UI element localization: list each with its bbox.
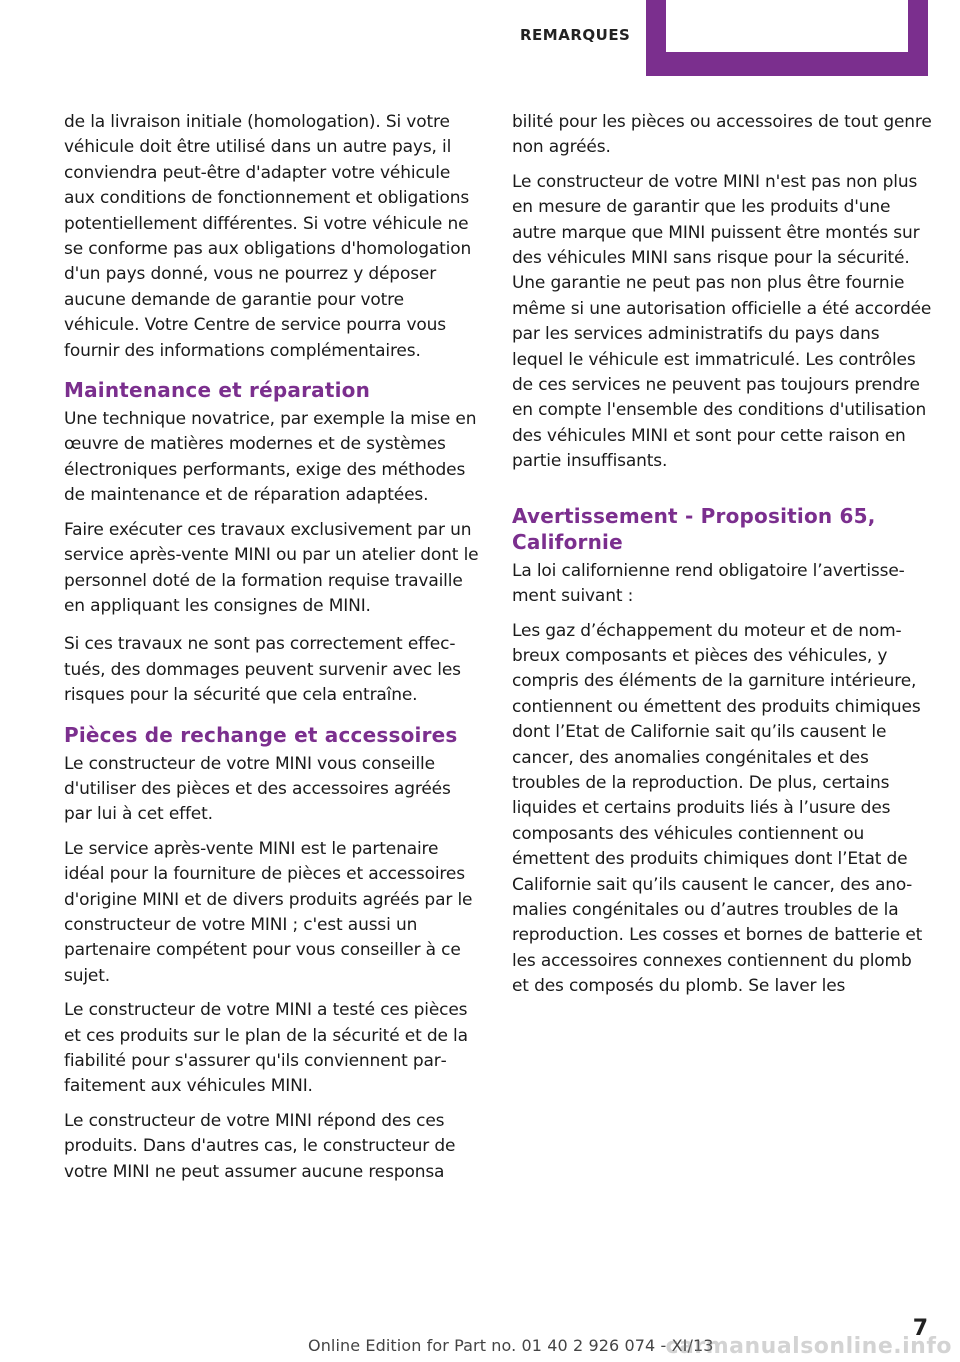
parts-heading: Pièces de rechange et accessoires: [64, 722, 458, 747]
footer-edition: Online Edition for Part no. 01 40 2 926 074 - XI/13: [308, 1336, 714, 1355]
warning-paragraph: Les gaz d’échappement du moteur et de nombreux composants et pièces des véhicules, y compris des éléments de la garniture intérieure, contiennent ou émettent des produits chimiques dont l’Etat de Californie sait qu’ils causent le cancer, des anomalies congénitales et des troubles de la reproduction. De plus, certains liquides et certains produits liés à l’usure des composants des véhicules contiennent ou émettent des produits chimiques dont l’Etat de Californie sait qu’ils causent le cancer, des anomalies congénitales ou d’autres troubles de la reproduction. Les cosses et bornes de batterie et les accessoires connexes contiennent du plomb et des composés du plomb. Se laver les: [512, 620, 923, 997]
maintenance-paragraph: Si ces travaux ne sont pas correctement effectués, des dommages peuvent survenir avec les risques pour la sécurité que cela entraîne.: [64, 634, 461, 706]
right-column: [512, 110, 932, 1009]
warning-paragraph: La loi californienne rend obligatoire l’avertissement suivant :: [512, 560, 905, 607]
header-tab: [646, 0, 928, 76]
maintenance-paragraph: Faire exécuter ces travaux exclusivement par un service après-vente MINI ou par un atelier dont le personnel doté de la formation requise travaille en appliquant les consignes de MINI.: [64, 519, 479, 616]
page-number: 7: [912, 1316, 928, 1341]
continued-paragraph: bilité pour les pièces ou accessoires de tout genre non agréés.: [512, 112, 932, 158]
parts-paragraph: Le constructeur de votre MINI vous conseille d'utiliser des pièces et des accessoires agréés par lui à cet effet.: [64, 753, 451, 825]
parts-paragraph: Le constructeur de votre MINI a testé ces pièces et ces produits sur le plan de la sécurité et de la fiabilité pour s'assurer qu'ils conviennent parfaitement aux véhicules MINI.: [64, 1000, 468, 1097]
warning-heading: Avertissement - Proposition 65, Californie: [512, 503, 876, 554]
left-column: [64, 110, 482, 1194]
header-tab-inner: [666, 0, 908, 52]
watermark: carmanualsonline.info: [665, 1334, 952, 1359]
parts-paragraph: Le constructeur de votre MINI répond des ces produits. Dans d'autres cas, le constructeur de votre MINI ne peut assumer aucune responsa: [64, 1110, 456, 1182]
intro-paragraph: de la livraison initiale (homologation). Si votre véhicule doit être utilisé dans un autre pays, il conviendra peut-être d'adapter votre véhicule aux conditions de fonctionnement et obligations potentiellement différentes. Si votre véhicule ne se conforme pas aux obligations d'homologation d'un pays donné, vous ne pourrez y déposer aucune demande de garantie pour votre véhicule. Votre Centre de service pourra vous fournir des informations complémentaires.: [64, 112, 472, 361]
maintenance-paragraph: Une technique novatrice, par exemple la mise en œuvre de matières modernes et de systèmes électroniques performants, exige des méthodes de maintenance et de réparation adaptées.: [64, 409, 477, 506]
parts-paragraph: Le service après-vente MINI est le partenaire idéal pour la fourniture de pièces et accessoires d'origine MINI et de divers produits agréés par le constructeur de votre MINI ; c'est aussi un partenaire compétent pour vous conseiller à ce sujet.: [64, 838, 473, 986]
section-label: REMARQUES: [520, 26, 631, 44]
maintenance-heading: Maintenance et réparation: [64, 378, 371, 403]
continued-paragraph: Le constructeur de votre MINI n'est pas non plus en mesure de garantir que les produits d'une autre marque que MINI puissent être montés sur des véhicules MINI sans risque pour la sécurité. Une garantie ne peut pas non plus être fournie même si une autorisation officielle a été accordée par les services administratifs du pays dans lequel le véhicule est immatriculé. Les contrôles de ces services ne peuvent pas toujours prendre en compte l'ensemble des conditions d'utilisation des véhicules MINI et sont pour cette raison en partie insuffisants.: [512, 171, 932, 472]
